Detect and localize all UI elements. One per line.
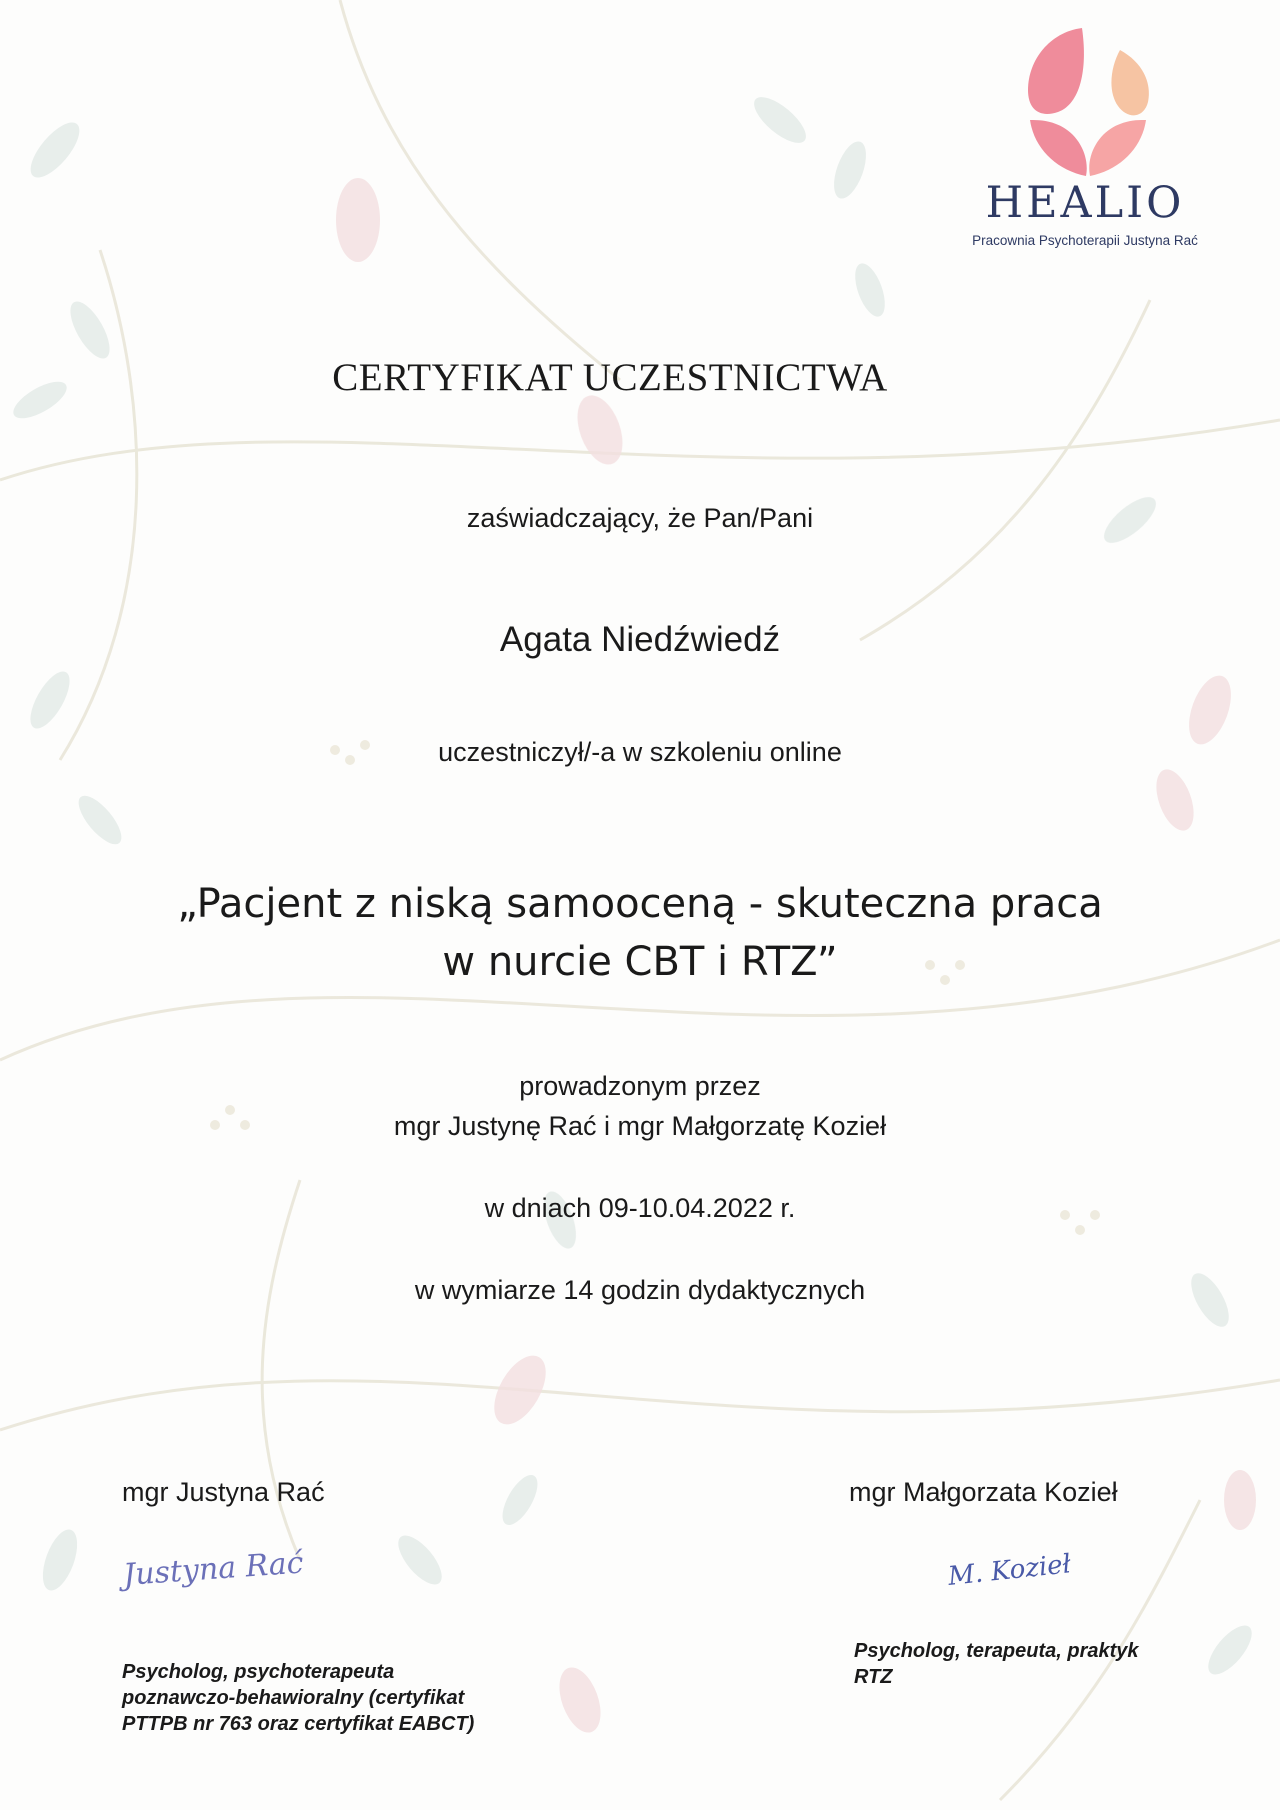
role-right-line1: Psycholog, terapeuta, praktyk (854, 1640, 1139, 1662)
handwritten-signature-left-text: Justyna Rać (122, 1545, 305, 1593)
led-by-label: prowadzonym przez (519, 1071, 761, 1101)
handwritten-signature-left (118, 1545, 348, 1615)
role-left-line2: poznawczo-behawioralny (certyfikat (122, 1687, 465, 1709)
course-title-line2: w nurcie CBT i RTZ” (442, 939, 838, 985)
logo-subtitle: Pracownia Psychoterapii Justyna Rać (972, 233, 1198, 248)
participant-name: Agata Niedźwiedź (499, 620, 781, 659)
signatory-role-left (122, 1659, 474, 1737)
participation-line: uczestniczył/-a w szkoleniu online (438, 737, 842, 767)
signature-block-right (849, 1477, 1118, 1508)
healio-logo (955, 20, 1215, 248)
logo-name: HEALIO (985, 178, 1185, 228)
course-dates: w dniach 09-10.04.2022 r. (484, 1193, 796, 1223)
role-right-line2: RTZ (854, 1666, 893, 1688)
handwritten-signature-right (945, 1535, 1105, 1605)
course-title-line1: „Pacjent z niską samooceną - skuteczna praca (177, 881, 1103, 927)
signatory-name-left: mgr Justyna Rać (122, 1477, 325, 1507)
signatory-name-right: mgr Małgorzata Kozieł (849, 1477, 1118, 1507)
course-hours: w wymiarze 14 godzin dydaktycznych (414, 1275, 866, 1305)
role-left-line1: Psycholog, psychoterapeuta (122, 1661, 395, 1683)
course-title (0, 875, 1280, 991)
signatory-role-right (854, 1638, 1139, 1690)
signature-block-left (122, 1477, 325, 1508)
led-by-names: mgr Justynę Rać i mgr Małgorzatę Kozieł (393, 1111, 887, 1141)
handwritten-signature-right-text: M. Kozieł (946, 1549, 1073, 1592)
role-left-line3: PTTPB nr 763 oraz certyfikat EABCT) (122, 1713, 475, 1735)
lotus-logo-icon (1010, 20, 1160, 180)
certify-line: zaświadczający, że Pan/Pani (466, 503, 814, 533)
certificate-title: CERTYFIKAT UCZESTNICTWA (332, 356, 888, 399)
